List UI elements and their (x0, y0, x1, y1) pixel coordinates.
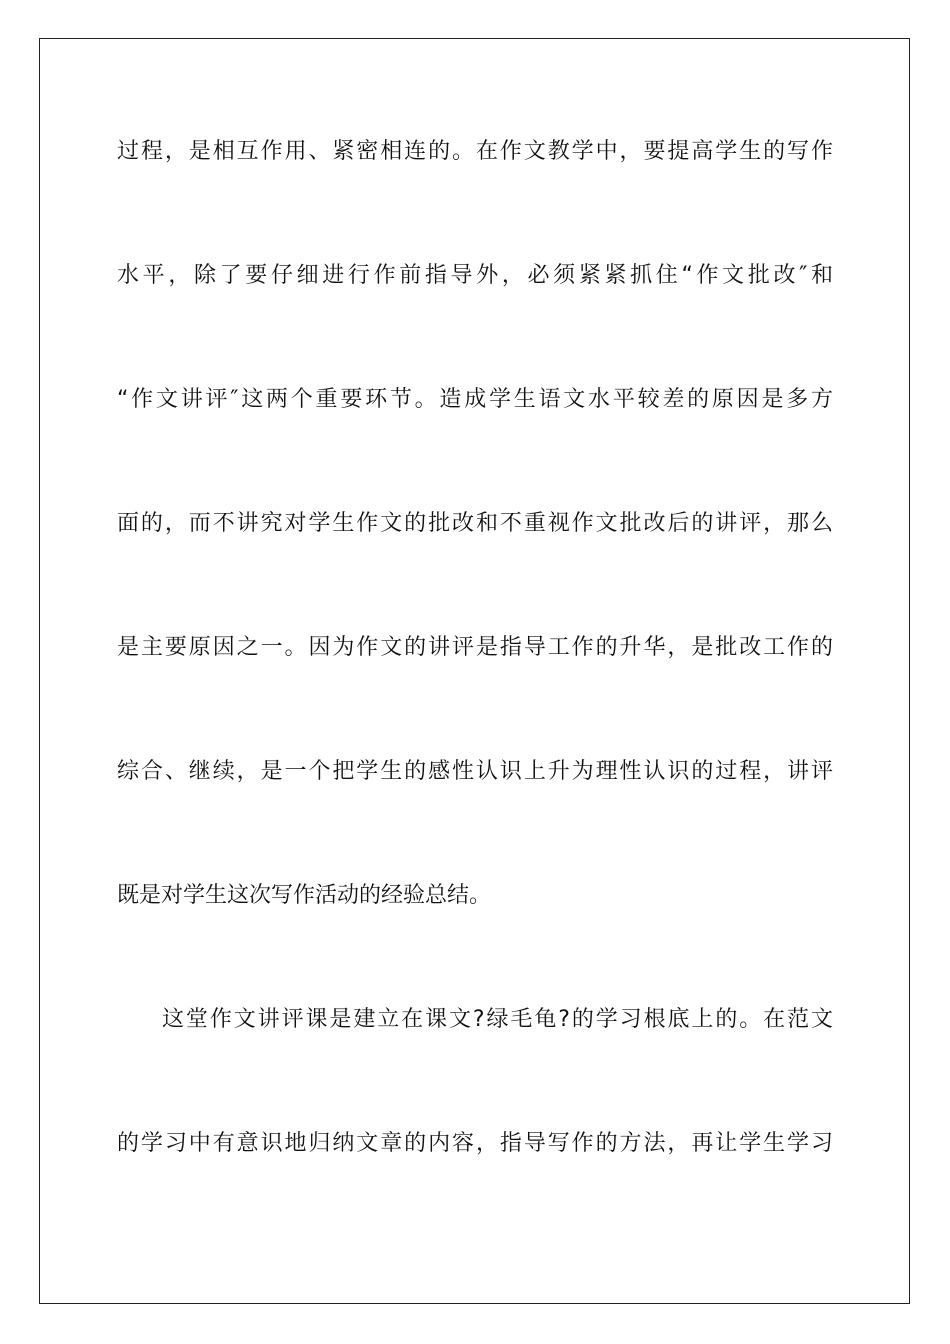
text-line: 是主要原因之一。因为作文的讲评是指导工作的升华，是批改工作的 (117, 635, 833, 660)
page-border (39, 38, 910, 1304)
text-line: 的学习中有意识地归纳文章的内容，指导写作的方法，再让学生学习 (117, 1131, 833, 1156)
text-line: 这堂作文讲评课是建立在课文?绿毛龟?的学习根底上的。在范文 (162, 1007, 833, 1032)
text-line: 过程，是相互作用、紧密相连的。在作文教学中，要提高学生的写作 (117, 139, 833, 164)
text-line: 既是对学生这次写作活动的经验总结。 (117, 883, 492, 908)
text-line: 水平，除了要仔细进行作前指导外，必须紧紧抓住“作文批改″和 (117, 263, 833, 288)
text-line: 面的，而不讲究对学生作文的批改和不重视作文批改后的讲评，那么 (117, 511, 833, 536)
text-line: “作文讲评″这两个重要环节。造成学生语文水平较差的原因是多方 (117, 387, 833, 412)
text-line: 综合、继续，是一个把学生的感性认识上升为理性认识的过程，讲评 (117, 759, 833, 784)
